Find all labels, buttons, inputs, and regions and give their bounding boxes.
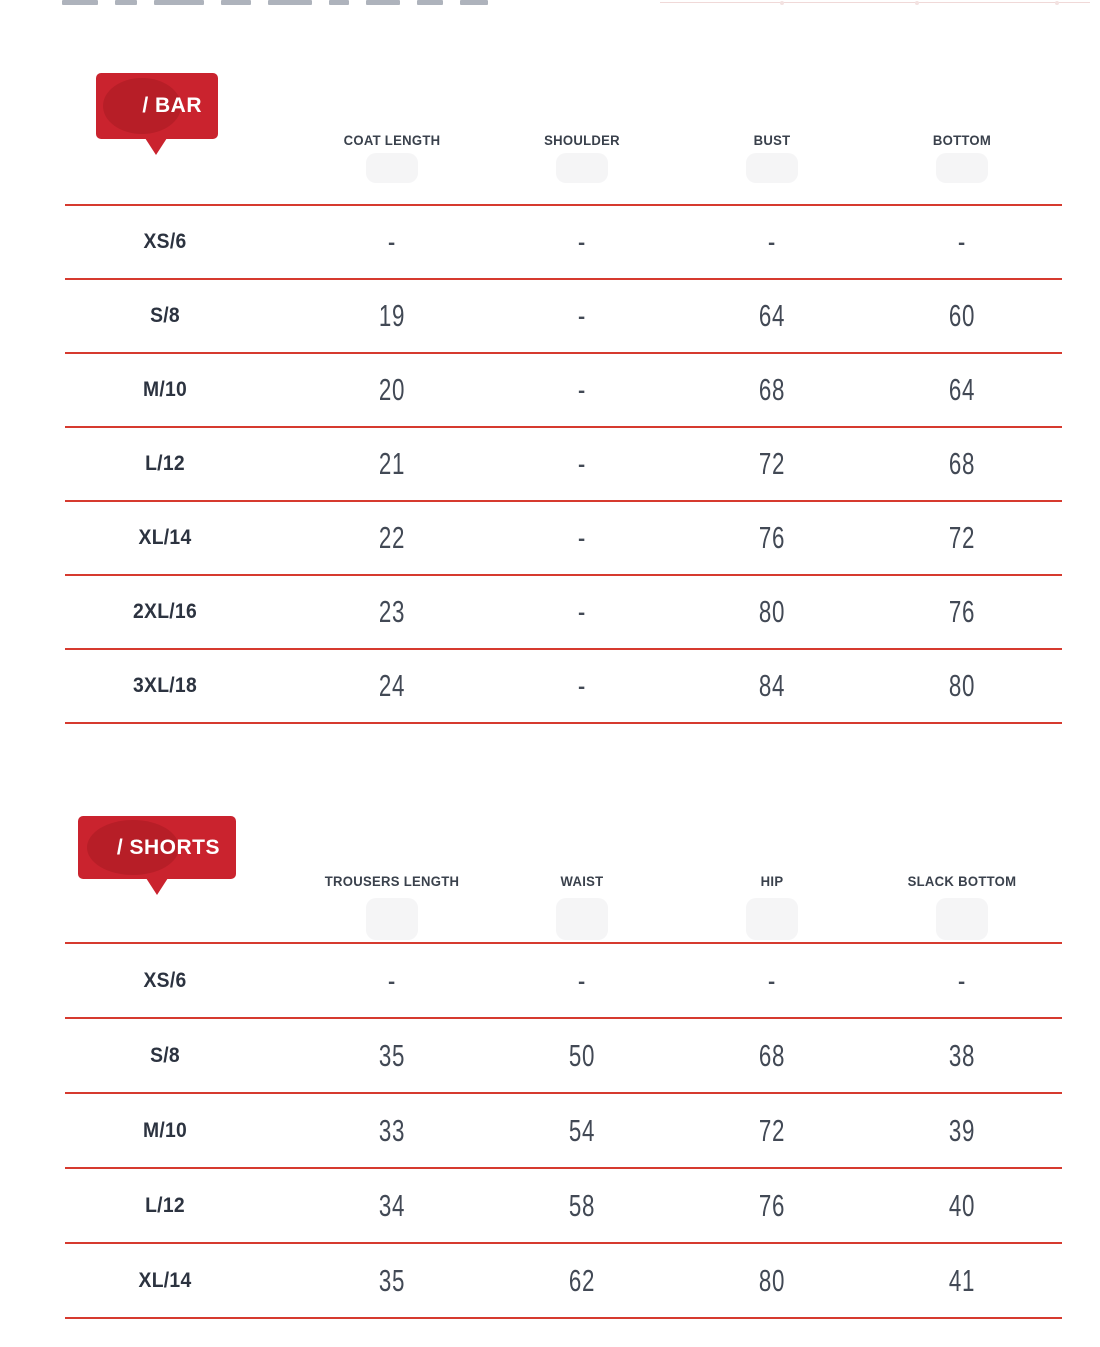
size-label: L/12	[145, 1193, 185, 1217]
size-label: XS/6	[143, 230, 187, 253]
value-cell: -	[957, 224, 967, 259]
bar-size-table	[65, 204, 1062, 724]
size-label: M/10	[142, 1118, 188, 1142]
value-cell: 24	[378, 668, 406, 703]
table-row	[65, 206, 1062, 280]
value-cell: -	[387, 962, 397, 998]
size-label: XL/14	[138, 526, 192, 549]
table-row	[65, 576, 1062, 650]
value-cell: -	[577, 594, 587, 629]
size-label: M/10	[142, 378, 188, 401]
table-row	[65, 1169, 1062, 1244]
value-cell: 50	[568, 1037, 596, 1073]
value-cell: 80	[948, 668, 976, 703]
value-cell: 62	[568, 1262, 596, 1298]
value-cell: 20	[378, 372, 406, 407]
value-cell: 64	[758, 298, 786, 333]
value-cell: -	[577, 668, 587, 703]
value-cell: 72	[758, 446, 786, 481]
value-cell: 80	[758, 1262, 786, 1298]
column-header-shoulder: SHOULDER	[544, 133, 620, 148]
value-cell: 22	[378, 520, 406, 555]
value-cell: 60	[948, 298, 976, 333]
value-cell: -	[577, 298, 587, 333]
table-row	[65, 280, 1062, 354]
badge-pointer-tail	[146, 878, 168, 895]
value-cell: 40	[948, 1187, 976, 1223]
value-cell: 35	[378, 1037, 406, 1073]
value-cell: -	[577, 962, 587, 998]
size-label: XS/6	[143, 968, 187, 992]
value-cell: 54	[568, 1112, 596, 1148]
value-cell: 39	[948, 1112, 976, 1148]
value-cell: 64	[948, 372, 976, 407]
column-header-hip: HIP	[760, 874, 784, 889]
table-row	[65, 650, 1062, 724]
column-header-waist: WAIST	[560, 874, 604, 889]
value-cell: 33	[378, 1112, 406, 1148]
value-cell: 72	[758, 1112, 786, 1148]
value-cell: 68	[758, 1037, 786, 1073]
size-label: S/8	[150, 304, 180, 327]
value-cell: 23	[378, 594, 406, 629]
shorts-size-table	[65, 942, 1062, 1319]
cropped-top-text-remnant	[62, 0, 505, 5]
column-header-slack-bottom: SLACK BOTTOM	[907, 874, 1017, 889]
table-row	[65, 502, 1062, 576]
value-cell: -	[577, 446, 587, 481]
size-label: L/12	[145, 452, 185, 475]
size-label: 3XL/18	[133, 674, 197, 697]
value-cell: 34	[378, 1187, 406, 1223]
cropped-table-border-remnant	[660, 2, 1090, 3]
value-cell: -	[577, 224, 587, 259]
table-row	[65, 944, 1062, 1019]
value-cell: 35	[378, 1262, 406, 1298]
value-cell: 72	[948, 520, 976, 555]
value-cell: -	[767, 962, 777, 998]
value-cell: -	[577, 520, 587, 555]
value-cell: 19	[378, 298, 406, 333]
column-header-coat-length: COAT LENGTH	[343, 133, 441, 148]
value-cell: 68	[758, 372, 786, 407]
value-cell: 68	[948, 446, 976, 481]
value-cell: -	[577, 372, 587, 407]
size-label: S/8	[150, 1043, 180, 1067]
value-cell: 80	[758, 594, 786, 629]
column-header-bust: BUST	[753, 133, 791, 148]
badge-pointer-tail	[145, 138, 167, 155]
table-row	[65, 354, 1062, 428]
table-row	[65, 1019, 1062, 1094]
shorts-section-badge	[78, 816, 236, 879]
value-cell: 84	[758, 668, 786, 703]
bar-badge-label: / BAR	[142, 94, 202, 117]
value-cell: -	[767, 224, 777, 259]
value-cell: 76	[948, 594, 976, 629]
table-row	[65, 1244, 1062, 1319]
column-header-trousers-length: TROUSERS LENGTH	[324, 874, 460, 889]
value-cell: 21	[378, 446, 406, 481]
size-label: XL/14	[138, 1268, 192, 1292]
value-cell: 58	[568, 1187, 596, 1223]
value-cell: 76	[758, 520, 786, 555]
value-cell: 38	[948, 1037, 976, 1073]
value-cell: 76	[758, 1187, 786, 1223]
bar-section-badge	[96, 73, 218, 139]
shorts-badge-label: / SHORTS	[116, 835, 220, 859]
size-label: 2XL/16	[133, 600, 197, 623]
value-cell: -	[957, 962, 967, 998]
value-cell: 41	[948, 1262, 976, 1298]
value-cell: -	[387, 224, 397, 259]
table-row	[65, 1094, 1062, 1169]
column-header-bottom: BOTTOM	[932, 133, 992, 148]
table-row	[65, 428, 1062, 502]
